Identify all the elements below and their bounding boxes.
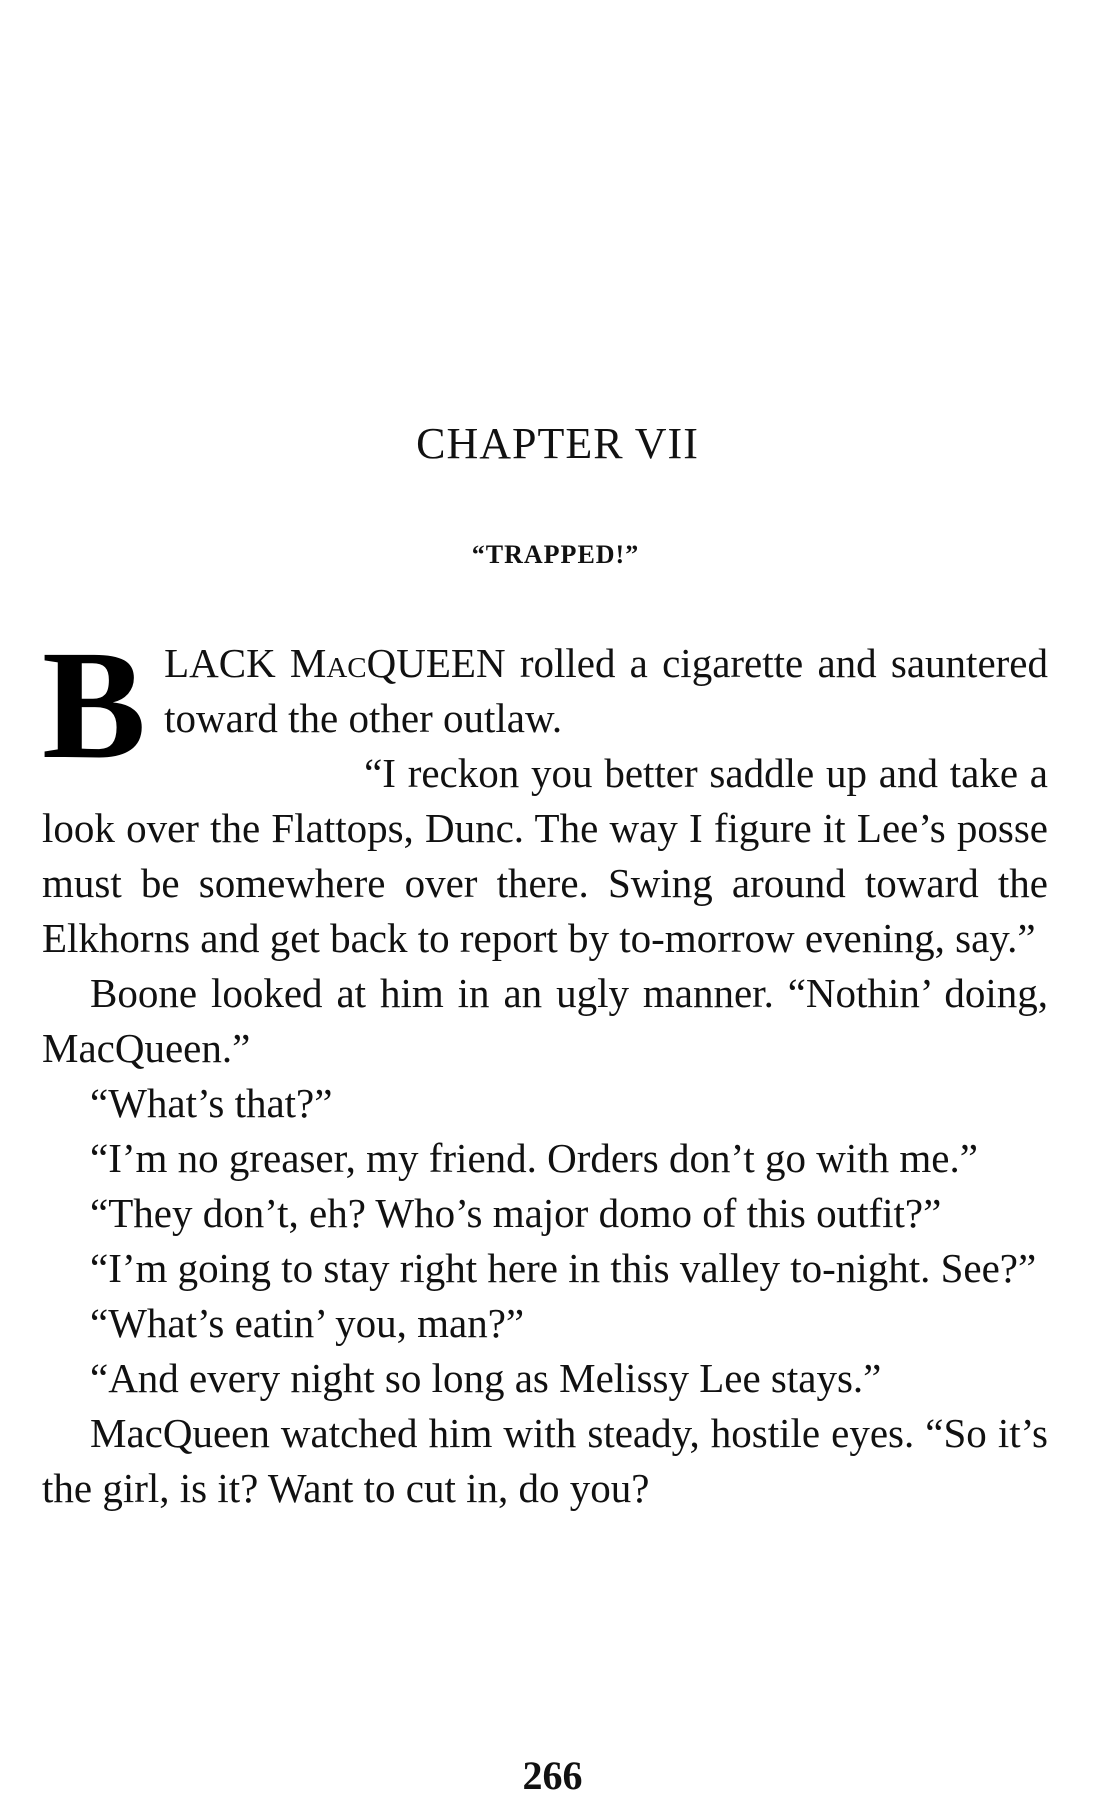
paragraph: “I’m going to stay right here in this valley to-night. See?” (90, 1245, 1037, 1291)
paragraph: MacQueen watched him with steady, hostile eyes. “So it’s the girl, is it? Want to cut in, do you? (42, 1410, 1048, 1511)
chapter-title: “TRAPPED!” (471, 540, 640, 569)
paragraph: “What’s that?” (90, 1080, 333, 1126)
chapter-heading: CHAPTER VII (416, 419, 699, 468)
paragraph: “I’m no greaser, my friend. Orders don’t go with me.” (90, 1135, 978, 1181)
paragraph: “What’s eatin’ you, man?” (90, 1300, 525, 1346)
paragraph: “They don’t, eh? Who’s major domo of this outfit?” (90, 1190, 942, 1236)
paragraph: “And every night so long as Melissy Lee stays.” (90, 1355, 882, 1401)
body-text (42, 618, 1048, 1516)
opening-first-word: LACK (164, 640, 276, 686)
paragraph: “I reckon you better saddle up and take a look over the Flattops, Dunc. The way I figure it Lee’s posse must be somewhere over there. Swing around toward the Elkhorns and get back to report by to-morrow evening, say.” (42, 750, 1048, 961)
opening-name: MacQUEEN (289, 640, 506, 686)
drop-cap: B (42, 618, 147, 791)
page-number: 266 (522, 1753, 583, 1798)
opening-rest: rolled a cigarette and sauntered toward the other outlaw. (164, 640, 1048, 741)
paragraph: Boone looked at him in an ugly manner. “Nothin’ doing, MacQueen.” (42, 970, 1048, 1071)
opening-paragraph (42, 618, 1048, 791)
